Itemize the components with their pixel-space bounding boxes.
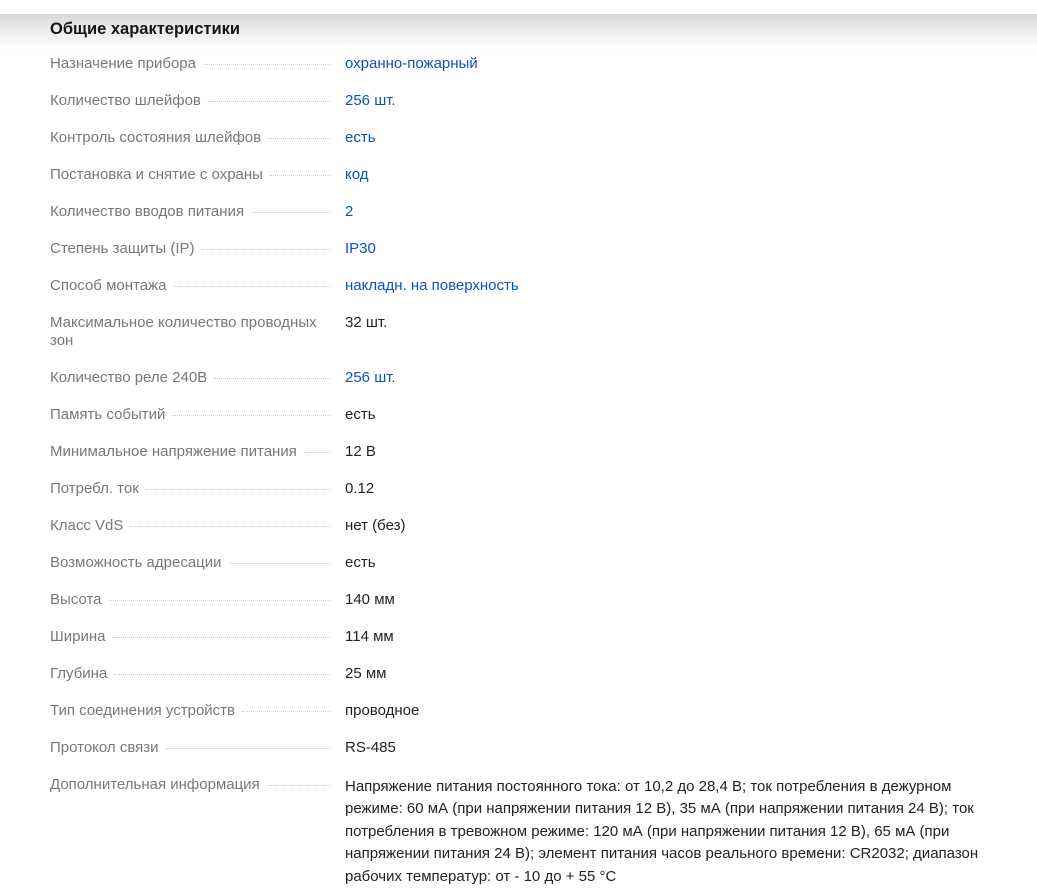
spec-list: [0, 52, 1037, 888]
spec-label: Степень защиты (IP): [50, 240, 195, 257]
spec-value: есть: [345, 406, 376, 423]
spec-label-cell: [50, 203, 345, 221]
spec-label-cell: [50, 443, 345, 461]
dotted-leader: [172, 414, 330, 416]
spec-row: [50, 203, 985, 221]
spec-row: [50, 517, 985, 535]
spec-row: [50, 702, 985, 720]
spec-value: [345, 369, 396, 387]
section-header-band: [0, 14, 1037, 52]
spec-value-link[interactable]: код: [345, 166, 369, 183]
spec-label-cell: [50, 55, 345, 73]
spec-label: Возможность адресации: [50, 554, 222, 571]
spec-label-cell: [50, 591, 345, 609]
spec-label: Протокол связи: [50, 739, 159, 756]
spec-value: 0.12: [345, 480, 375, 497]
spec-label: Постановка и снятие с охраны: [50, 166, 263, 183]
dotted-leader: [166, 747, 330, 749]
spec-value: RS-485: [345, 739, 396, 756]
spec-label-cell: [50, 702, 345, 720]
spec-label-cell: [50, 776, 345, 794]
spec-row: [50, 443, 985, 461]
spec-label-cell: [50, 369, 345, 387]
spec-label: Минимальное напряжение питания: [50, 443, 297, 460]
spec-label: Высота: [50, 591, 102, 608]
dotted-leader: [146, 488, 330, 490]
spec-value-link[interactable]: IP30: [345, 240, 376, 257]
spec-label: Назначение прибора: [50, 55, 196, 72]
dotted-leader: [202, 248, 330, 250]
dotted-leader: [114, 673, 330, 675]
spec-value-link[interactable]: есть: [345, 129, 376, 146]
spec-row: [50, 554, 985, 572]
spec-row: [50, 480, 985, 498]
dotted-leader: [112, 636, 330, 638]
spec-value: 114 мм: [345, 628, 394, 645]
spec-label-cell: [50, 406, 345, 424]
spec-value: 140 мм: [345, 591, 395, 608]
spec-row: [50, 55, 985, 73]
spec-value: Напряжение питания постоянного тока: от 10,2 до 28,4 В; ток потребления в дежурном режиме: 60 мА (при напряжении питания 12 В), 35 мА (при напряжении питания 24 В); ток потребления в тревожном режиме: 120 мА (при напряжении питания 12 В), 65 мА (при напряжении питания 24 В); элемент питания часов реального времени: CR2032; диапазон рабочих температур: от - 10 до + 55 °C: [345, 778, 979, 885]
spec-value: 12 В: [345, 443, 376, 460]
spec-row: [50, 591, 985, 609]
dotted-leader: [130, 525, 330, 527]
spec-label-cell: [50, 739, 345, 757]
dotted-leader: [173, 285, 330, 287]
spec-label-cell: [50, 129, 345, 147]
spec-row: [50, 628, 985, 646]
spec-label: Способ монтажа: [50, 277, 167, 294]
dotted-leader: [208, 100, 330, 102]
spec-row: [50, 314, 985, 350]
spec-label-cell: [50, 92, 345, 110]
spec-value: 25 мм: [345, 665, 387, 682]
spec-label: Количество шлейфов: [50, 92, 201, 109]
spec-value: [345, 129, 376, 147]
spec-row: [50, 240, 985, 258]
spec-value: нет (без): [345, 517, 406, 534]
spec-label: Количество реле 240В: [50, 369, 208, 386]
spec-label-cell: [50, 277, 345, 295]
spec-value: есть: [345, 554, 376, 571]
dotted-leader: [203, 63, 330, 65]
spec-label-cell: [50, 314, 345, 350]
spec-value: [345, 55, 478, 73]
spec-label: Память событий: [50, 406, 166, 423]
spec-label-cell: [50, 480, 345, 498]
spec-label: Ширина: [50, 628, 106, 645]
dotted-leader: [270, 174, 330, 176]
spec-label: Дополнительная информация: [50, 776, 260, 793]
spec-value: [345, 277, 519, 295]
spec-value-link[interactable]: 256 шт.: [345, 369, 396, 386]
spec-value: [345, 203, 353, 221]
spec-label-cell: [50, 554, 345, 572]
spec-row: [50, 776, 985, 888]
spec-label-cell: [50, 628, 345, 646]
spec-value: [345, 166, 369, 184]
spec-label: Максимальное количество проводных зон: [50, 314, 317, 349]
spec-row: [50, 739, 985, 757]
spec-row: [50, 369, 985, 387]
spec-label: Контроль состояния шлейфов: [50, 129, 262, 146]
spec-label-cell: [50, 166, 345, 184]
section-title: Общие характеристики: [50, 20, 240, 38]
dotted-leader: [229, 562, 330, 564]
dotted-leader: [304, 451, 330, 453]
spec-row: [50, 92, 985, 110]
dotted-leader: [109, 599, 330, 601]
spec-row: [50, 665, 985, 683]
dotted-leader: [268, 137, 330, 139]
spec-row: [50, 277, 985, 295]
spec-label: Количество вводов питания: [50, 203, 245, 220]
spec-row: [50, 129, 985, 147]
dotted-leader: [242, 710, 330, 712]
spec-value: [345, 92, 396, 110]
spec-value: 32 шт.: [345, 314, 388, 331]
spec-label-cell: [50, 517, 345, 535]
spec-value-link[interactable]: 256 шт.: [345, 92, 396, 109]
spec-value-link[interactable]: охранно-пожарный: [345, 55, 478, 72]
dotted-leader: [251, 211, 330, 213]
dotted-leader: [267, 784, 330, 786]
spec-label: Тип соединения устройств: [50, 702, 236, 719]
spec-value: [345, 240, 376, 258]
spec-label: Потребл. ток: [50, 480, 139, 497]
spec-row: [50, 406, 985, 424]
spec-value-link[interactable]: 2: [345, 203, 354, 220]
spec-value: проводное: [345, 702, 420, 719]
spec-label-cell: [50, 240, 345, 258]
spec-label: Глубина: [50, 665, 108, 682]
spec-row: [50, 166, 985, 184]
dotted-leader: [214, 377, 330, 379]
spec-label: Класс VdS: [50, 517, 124, 534]
spec-value-link[interactable]: накладн. на поверхность: [345, 277, 519, 294]
spec-label-cell: [50, 665, 345, 683]
